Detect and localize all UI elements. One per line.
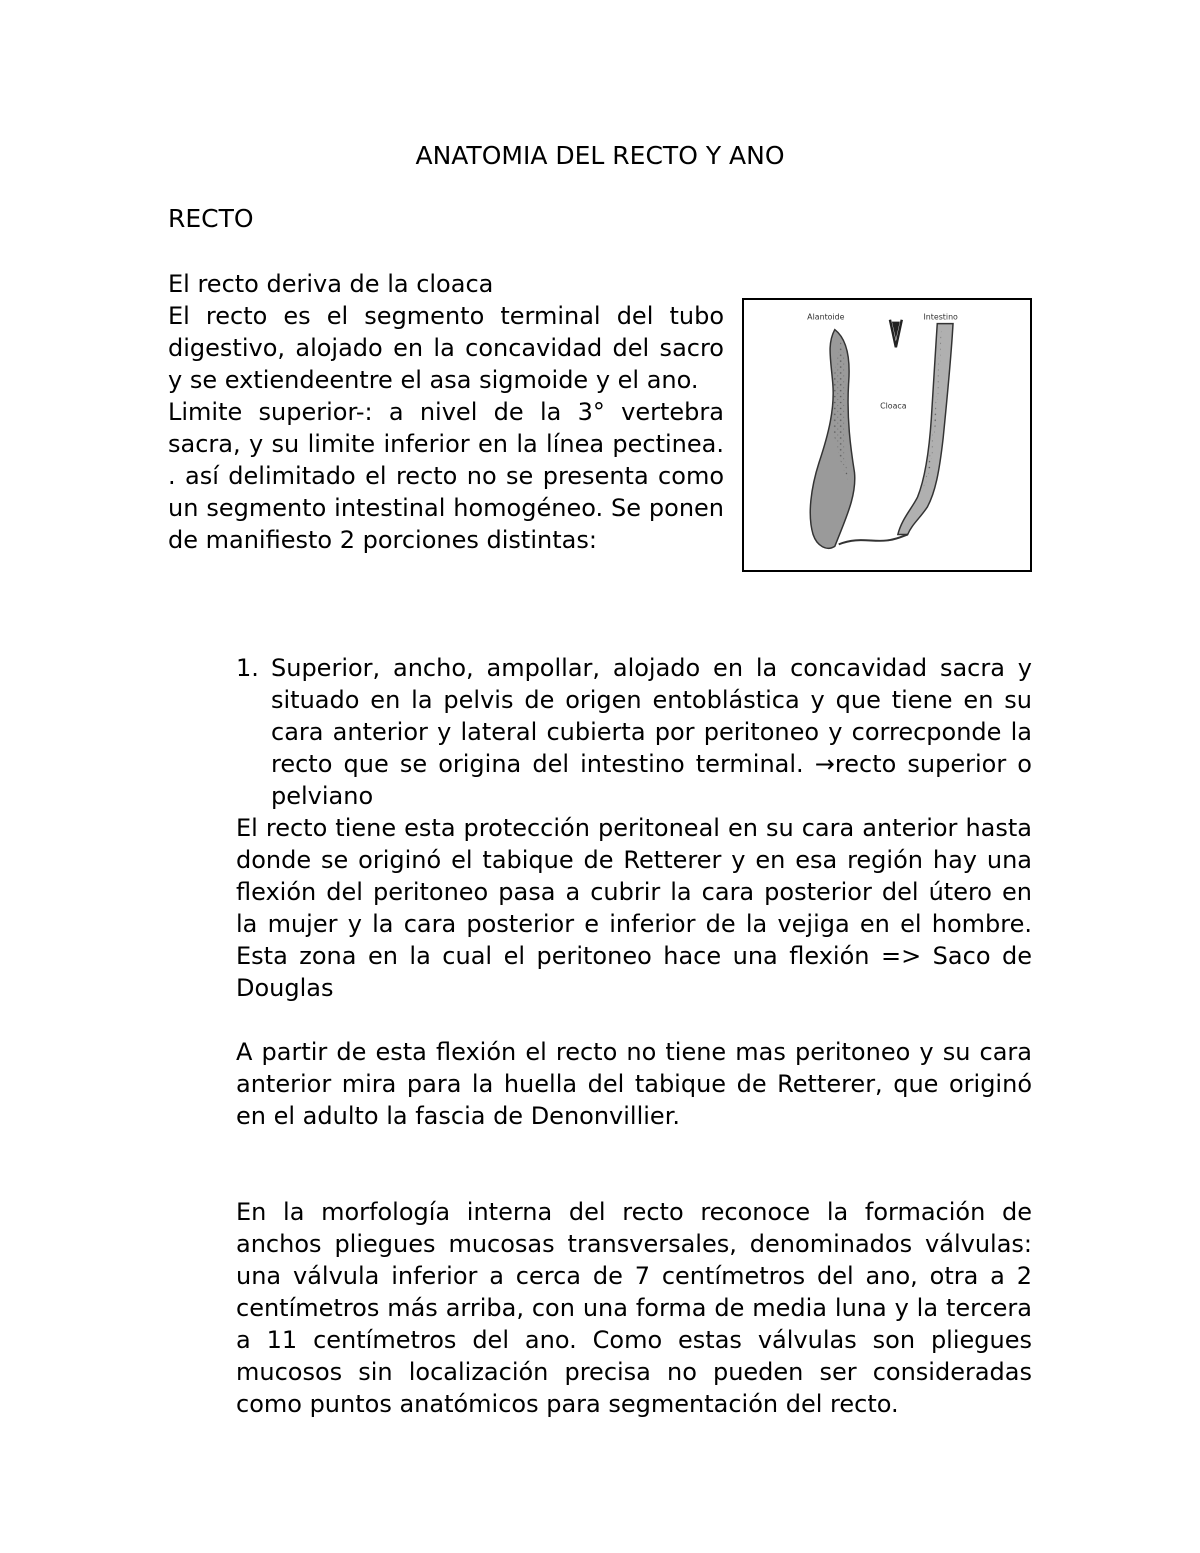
- cloaca-diagram: [742, 298, 1032, 572]
- cloaca-diagram-drawing: [744, 300, 1030, 570]
- intestino-wall: [898, 324, 953, 535]
- list-item-text: Superior, ancho, ampollar, alojado en la concavidad sacra y situado en la pelvis de origen entoblástica y que tiene en su cara anterior y lateral cubierta por peritoneo y correcponde la recto que se origina del intestino terminal.: [271, 654, 1032, 778]
- list-item-suffix: recto superior o pelviano: [271, 750, 1032, 810]
- intro-block: [168, 268, 1032, 572]
- alantoide-wall: [810, 330, 855, 549]
- label-alantoide: Alantoide: [807, 312, 845, 322]
- list-item: [168, 652, 1032, 812]
- right-arrow-icon: →: [814, 750, 835, 778]
- paragraph-douglas: El recto tiene esta protección peritoneal en su cara anterior hasta donde se originó el tabique de Retterer y en esa región hay una flexión del peritoneo pasa a cubrir la cara posterior del útero en la mujer y la cara posterior e inferior de la vejiga en el hombre. Esta zona en la cual el peritoneo hace una flexión => Saco de Douglas: [236, 814, 1032, 1002]
- label-intestino: Intestino: [923, 312, 958, 322]
- document-title: ANATOMIA DEL RECTO Y ANO: [415, 141, 785, 170]
- intro-paragraph: El recto es el segmento terminal del tubo digestivo, alojado en la concavidad del sacro y se extiendeentre el asa sigmoide y el ano.: [168, 302, 724, 394]
- limits-paragraph: Limite superior-: a nivel de la 3° vertebra sacra, y su limite inferior en la línea pectinea. . así delimitado el recto no se presenta como un segmento intestinal homogéneo. Se ponen de manifiesto 2 porciones distintas:: [168, 398, 724, 554]
- list-number: 1.: [236, 654, 259, 682]
- paragraph-denonvillier: A partir de esta flexión el recto no tiene mas peritoneo y su cara anterior mira para la huella del tabique de Retterer, que originó en el adulto la fascia de Denonvillier.: [236, 1038, 1032, 1130]
- label-cloaca: Cloaca: [880, 401, 907, 411]
- section-heading: RECTO: [168, 204, 254, 233]
- cloacal-membrane: [839, 535, 908, 545]
- portions-list: [168, 652, 1032, 812]
- paragraph-valvulas: En la morfología interna del recto reconoce la formación de anchos pliegues mucosas transversales, denominados válvulas: una válvula inferior a cerca de 7 centímetros del ano, otra a 2 centímetros más arriba, con una forma de media luna y la tercera a 11 centímetros del ano. Como estas válvulas son pliegues mucosos sin localización precisa no pueden ser consideradas como puntos anatómicos para segmentación del recto.: [236, 1198, 1032, 1418]
- intro-line: El recto deriva de la cloaca: [168, 270, 494, 298]
